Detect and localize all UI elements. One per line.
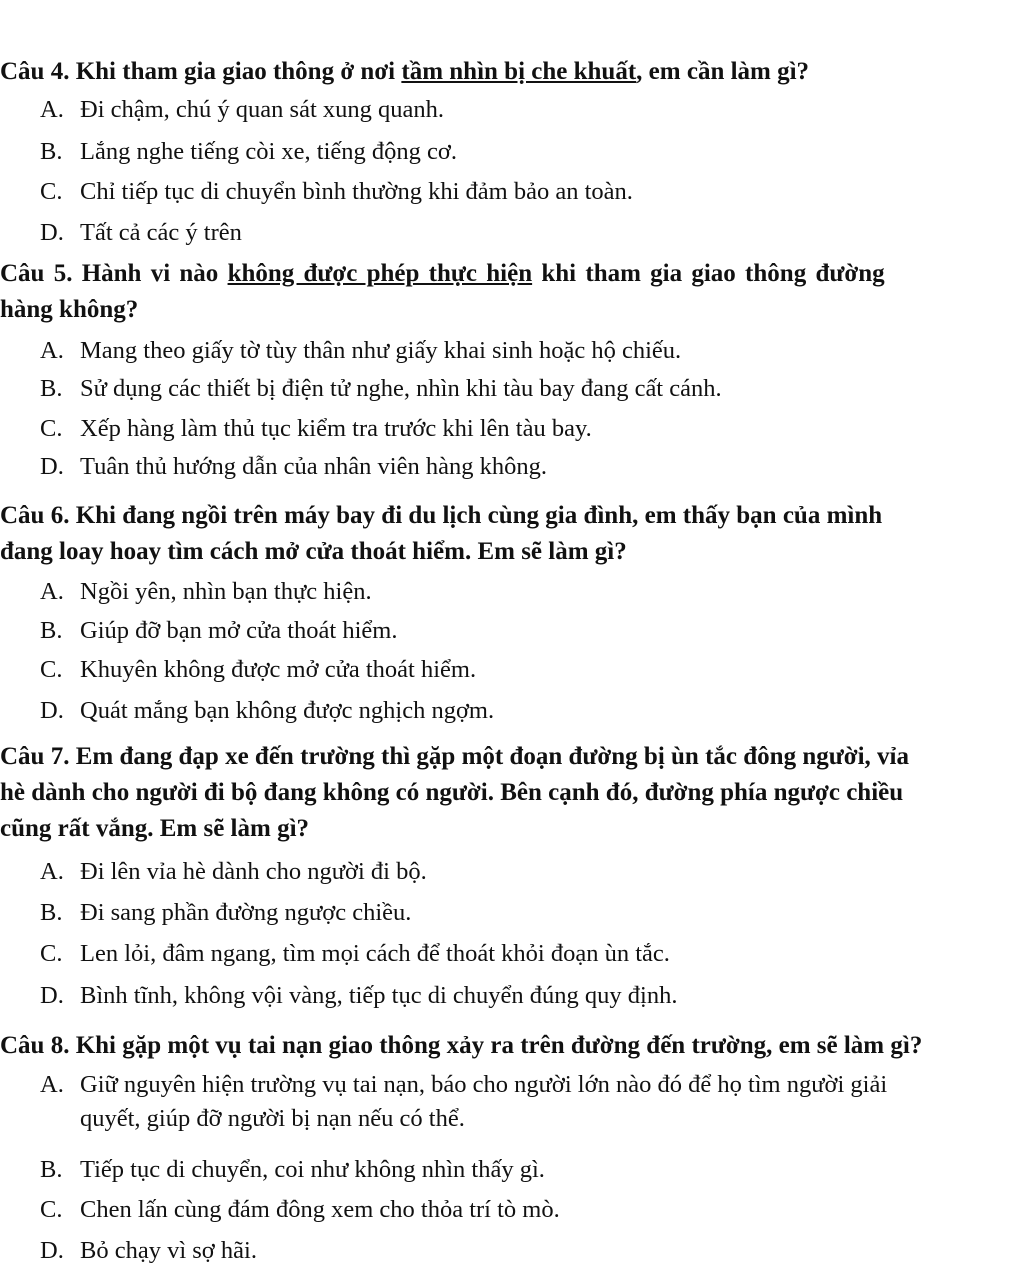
question-5-option-c: C. Xếp hàng làm thủ tục kiểm tra trước khi lên tàu bay. bbox=[40, 415, 592, 442]
question-7-text-line-2: hè dành cho người đi bộ đang không có người. Bên cạnh đó, đường phía ngược chiều bbox=[0, 779, 904, 806]
question-5 bbox=[0, 256, 1024, 328]
question-7-text-line-3: cũng rất vắng. Em sẽ làm gì? bbox=[0, 815, 310, 842]
question-5-option-b: B. Sử dụng các thiết bị điện tử nghe, nhìn khi tàu bay đang cất cánh. bbox=[40, 375, 722, 402]
question-6-option-c: C. Khuyên không được mở cửa thoát hiểm. bbox=[40, 656, 477, 683]
question-4-option-a: A. Đi chậm, chú ý quan sát xung quanh. bbox=[40, 96, 445, 123]
question-5-option-d: D. Tuân thủ hướng dẫn của nhân viên hàng không. bbox=[40, 453, 547, 480]
question-4-option-b: B. Lắng nghe tiếng còi xe, tiếng động cơ. bbox=[40, 138, 457, 165]
question-8-option-d: D. Bỏ chạy vì sợ hãi. bbox=[40, 1237, 257, 1264]
question-5-text-line-1: Câu 5. Hành vi nào không được phép thực hiện khi tham gia giao thông đường bbox=[0, 260, 885, 287]
question-7-option-d: D. Bình tĩnh, không vội vàng, tiếp tục di chuyển đúng quy định. bbox=[40, 982, 678, 1009]
question-4-underlined-phrase: tầm nhìn bị che khuất bbox=[401, 58, 637, 85]
question-6-option-d: D. Quát mắng bạn không được nghịch ngợm. bbox=[40, 697, 495, 724]
question-8-text-line-1: Câu 8. Khi gặp một vụ tai nạn giao thông xảy ra trên đường đến trường, em sẽ làm gì? bbox=[0, 1032, 923, 1059]
question-5-underlined-phrase: không được phép thực hiện bbox=[227, 260, 533, 287]
question-4-text: Câu 4. Khi tham gia giao thông ở nơi tầm nhìn bị che khuất, em cần làm gì? bbox=[0, 58, 810, 85]
question-6 bbox=[0, 498, 1024, 570]
question-8-option-b: B. Tiếp tục di chuyển, coi như không nhìn thấy gì. bbox=[40, 1156, 545, 1183]
question-7-option-b: B. Đi sang phần đường ngược chiều. bbox=[40, 899, 412, 926]
question-8 bbox=[0, 1028, 1024, 1064]
question-5-text-line-2: hàng không? bbox=[0, 296, 139, 323]
question-4-option-d: D. Tất cả các ý trên bbox=[40, 219, 242, 246]
question-6-text-line-1: Câu 6. Khi đang ngồi trên máy bay đi du lịch cùng gia đình, em thấy bạn của mình bbox=[0, 502, 883, 529]
question-7-option-c: C. Len lỏi, đâm ngang, tìm mọi cách để thoát khỏi đoạn ùn tắc. bbox=[40, 940, 670, 967]
question-5-option-a: A. Mang theo giấy tờ tùy thân như giấy khai sinh hoặc hộ chiếu. bbox=[40, 337, 682, 364]
question-6-text-line-2: đang loay hoay tìm cách mở cửa thoát hiểm. Em sẽ làm gì? bbox=[0, 538, 627, 565]
question-8-option-c: C. Chen lấn cùng đám đông xem cho thỏa trí tò mò. bbox=[40, 1196, 560, 1223]
question-6-option-b: B. Giúp đỡ bạn mở cửa thoát hiểm. bbox=[40, 617, 398, 644]
question-8-option-a-continuation: quyết, giúp đỡ người bị nạn nếu có thể. bbox=[80, 1105, 465, 1132]
question-7-text-line-1: Câu 7. Em đang đạp xe đến trường thì gặp một đoạn đường bị ùn tắc đông người, vỉa bbox=[0, 743, 909, 770]
question-7-option-a: A. Đi lên vỉa hè dành cho người đi bộ. bbox=[40, 858, 427, 885]
question-4 bbox=[0, 54, 1024, 90]
question-6-option-a: A. Ngồi yên, nhìn bạn thực hiện. bbox=[40, 578, 372, 605]
question-8-option-a: A. Giữ nguyên hiện trường vụ tai nạn, báo cho người lớn nào đó để họ tìm người giải quyết, giúp đỡ người bị nạn nếu có thể. bbox=[40, 1068, 887, 1136]
question-7 bbox=[0, 739, 1024, 847]
question-4-option-c: C. Chỉ tiếp tục di chuyển bình thường khi đảm bảo an toàn. bbox=[40, 178, 633, 205]
